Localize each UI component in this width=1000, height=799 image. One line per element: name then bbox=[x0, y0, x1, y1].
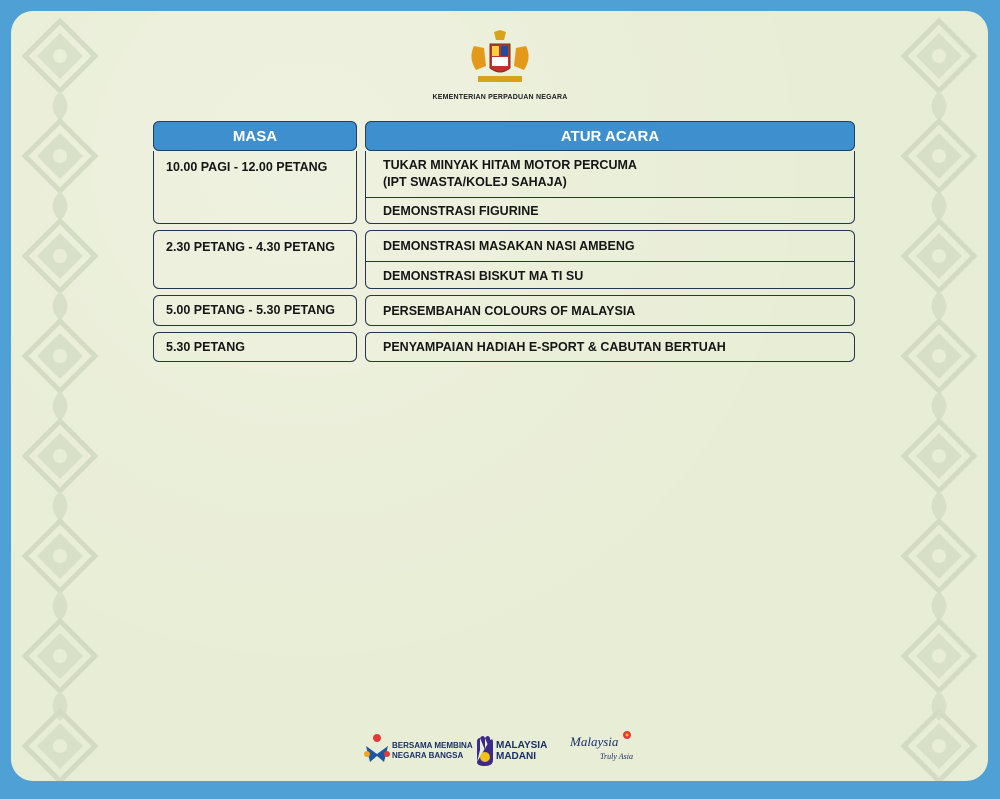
activity-row bbox=[366, 296, 854, 325]
time-text: 5.30 PETANG bbox=[166, 340, 245, 354]
flower-icon bbox=[622, 730, 632, 740]
activity-row bbox=[366, 333, 854, 361]
activity-text: DEMONSTRASI FIGURINE bbox=[383, 203, 539, 218]
time-cell bbox=[153, 332, 357, 362]
logo-bersama-line2: NEGARA BANGSA bbox=[392, 751, 464, 760]
time-text: 10.00 PAGI - 12.00 PETANG bbox=[166, 160, 328, 174]
ministry-name: KEMENTERIAN PERPADUAN NEGARA bbox=[432, 94, 568, 101]
truly-asia-text: Truly Asia bbox=[600, 752, 633, 761]
activity-cell bbox=[365, 230, 855, 289]
time-text: 2.30 PETANG - 4.30 PETANG bbox=[166, 240, 336, 254]
time-cell bbox=[153, 295, 357, 326]
footer-logos bbox=[360, 728, 650, 772]
activity-cell bbox=[365, 295, 855, 326]
activity-text: (IPT SWASTA/KOLEJ SAHAJA) bbox=[383, 175, 567, 189]
activity-text: PERSEMBAHAN COLOURS OF MALAYSIA bbox=[383, 303, 636, 318]
logo-madani-line2: MADANI bbox=[496, 751, 536, 762]
activity-row bbox=[366, 261, 854, 289]
activity-cell bbox=[365, 332, 855, 362]
activity-text: DEMONSTRASI MASAKAN NASI AMBENG bbox=[383, 239, 635, 253]
ornament-right-icon bbox=[884, 11, 988, 781]
time-text: 5.00 PETANG - 5.30 PETANG bbox=[166, 303, 336, 317]
logo-madani-text bbox=[496, 740, 547, 762]
logo-bersama-text bbox=[392, 741, 473, 761]
activity-text: DEMONSTRASI BISKUT MA TI SU bbox=[383, 268, 584, 283]
logo-bersama-line1: BERSAMA MEMBINA bbox=[392, 741, 473, 750]
activity-row bbox=[366, 197, 854, 223]
activity-text: PENYAMPAIAN HADIAH E-SPORT & CABUTAN BERTUAH bbox=[383, 340, 726, 354]
time-cell bbox=[153, 230, 357, 289]
malaysia-madani-logo-icon bbox=[474, 732, 496, 768]
bersama-membina-logo-icon bbox=[362, 732, 392, 768]
time-cell bbox=[153, 151, 357, 224]
ornament-left-icon bbox=[11, 11, 115, 781]
activity-row bbox=[366, 151, 854, 197]
logo-madani-line1: MALAYSIA bbox=[496, 740, 548, 751]
activity-text: TUKAR MINYAK HITAM MOTOR PERCUMA bbox=[383, 158, 637, 172]
visit-malaysia-logo-text: Malaysia bbox=[570, 734, 619, 749]
column-header-activity: ATUR ACARA bbox=[365, 121, 855, 151]
column-header-time: MASA bbox=[153, 121, 357, 151]
activity-row bbox=[366, 231, 854, 261]
activity-cell bbox=[365, 151, 855, 224]
coat-of-arms-icon bbox=[464, 30, 536, 88]
